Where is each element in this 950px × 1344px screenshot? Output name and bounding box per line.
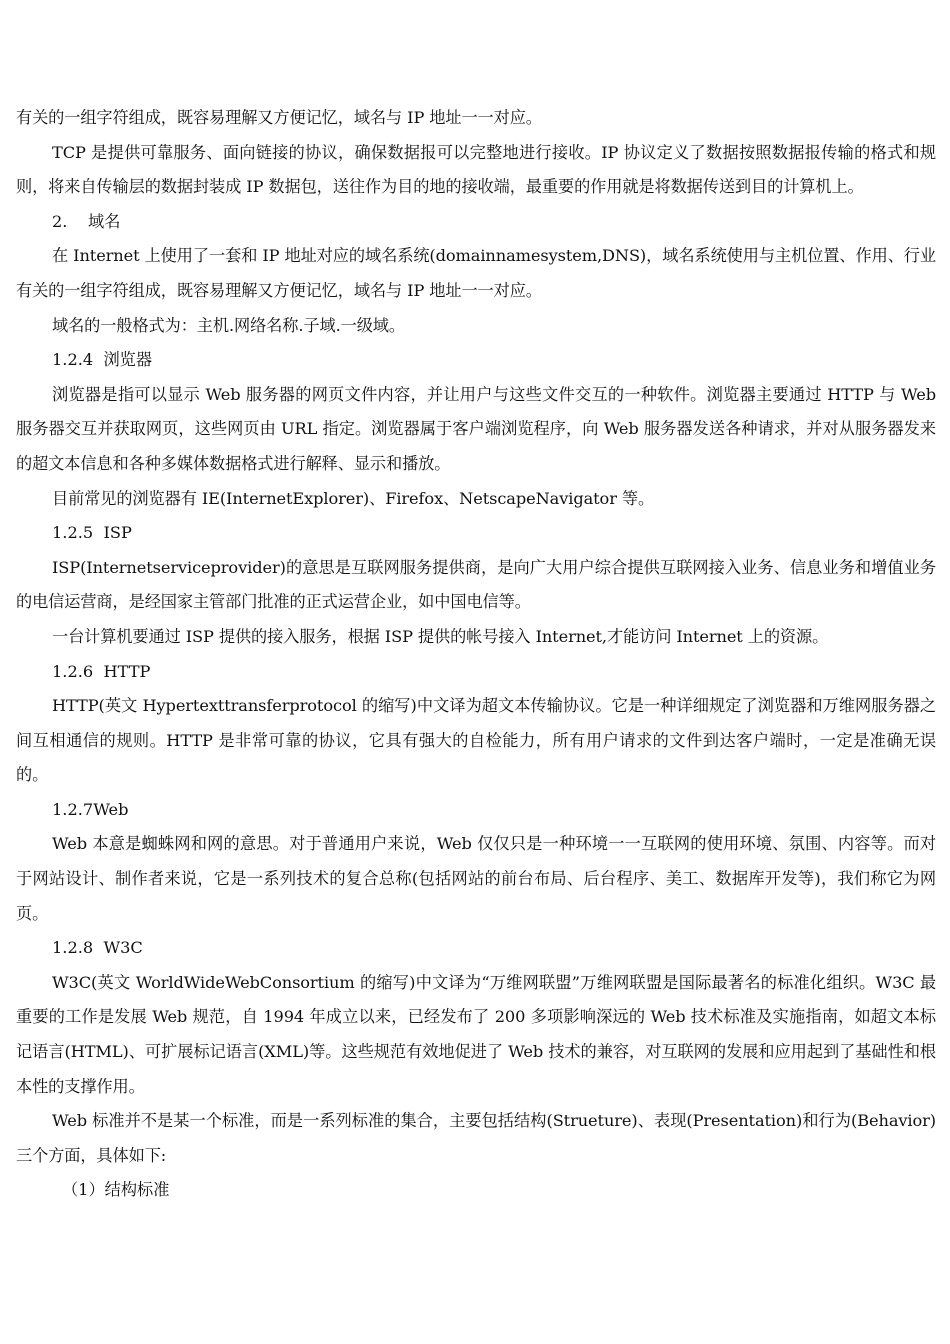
heading-http: 1.2.6 HTTP <box>52 661 151 681</box>
subheading-structure-standard: （1）结构标准 <box>62 1180 170 1200</box>
paragraph-dns: 在 Internet 上使用了一套和 IP 地址对应的域名系统(domainnamesystem,DNS)，域名系统使用与主机位置、作用、行业有关的一组字符组成，既容易理解又方便记忆，域名与 IP 地址一一对应。 <box>16 246 936 300</box>
heading-isp: 1.2.5 ISP <box>52 523 132 543</box>
paragraph-domain-format: 域名的一般格式为：主机.网络名称.子域.一级域。 <box>52 315 405 335</box>
paragraph-http: HTTP(英文 Hypertexttransferprotocol 的缩写)中文译为超文本传输协议。它是一种详细规定了浏览器和万维网服务器之间互相通信的规则。HTTP 是非常可靠的协议，它具有强大的自检能力，所有用户请求的文件到达客户端时，一定是准确无误的。 <box>16 696 936 785</box>
paragraph-browser: 浏览器是指可以显示 Web 服务器的网页文件内容，并让用户与这些文件交互的一种软件。浏览器主要通过 HTTP 与 Web 服务器交互并获取网页，这些网页由 URL 指定。浏览器属于客户端浏览程序，向 Web 服务器发送各种请求，并对从服务器发来的超文本信息和各种多媒体数据格式进行解释、显示和播放。 <box>16 384 936 473</box>
heading-browser: 1.2.4 浏览器 <box>52 350 153 370</box>
paragraph-common-browsers: 目前常见的浏览器有 IE(InternetExplorer)、Firefox、NetscapeNavigator 等。 <box>52 488 655 508</box>
paragraph-web: Web 本意是蜘蛛网和网的意思。对于普通用户来说，Web 仅仅只是一种环境一一互联网的使用环境、氛围、内容等。而对于网站设计、制作者来说，它是一系列技术的复合总称(包括网站的前台布局、后台程序、美工、数据库开发等)，我们称它为网页。 <box>16 834 936 923</box>
paragraph-domain-continuation: 有关的一组字符组成，既容易理解又方便记忆，域名与 IP 地址一一对应。 <box>16 108 542 127</box>
paragraph-tcp-ip: TCP 是提供可靠服务、面向链接的协议，确保数据报可以完整地进行接收。IP 协议定义了数据按照数据报传输的格式和规则，将来自传输层的数据封装成 IP 数据包，送往作为目的地的接收端，最重要的作用就是将数据传送到目的计算机上。 <box>16 142 936 197</box>
document-body <box>16 101 936 1208</box>
paragraph-w3c: W3C(英文 WorldWideWebConsortium 的缩写)中文译为“万维网联盟”万维网联盟是国际最著名的标准化组织。W3C 最重要的工作是发展 Web 规范，自 1994 年成立以来，已经发布了 200 多项影响深远的 Web 技术标准及实施指南，如超文本标记语言(HTML)、可扩展标记语言(XML)等。这些规范有效地促进了 Web 技术的兼容，对互联网的发展和应用起到了基础性和根本性的支撑作用。 <box>16 972 936 1096</box>
heading-w3c: 1.2.8 W3C <box>52 938 143 958</box>
heading-domain: 2. 域名 <box>52 211 121 231</box>
paragraph-web-standards: Web 标准并不是某一个标准，而是一系列标准的集合，主要包括结构(Strueture)、表现(Presentation)和行为(Behavior)三个方面，具体如下: <box>16 1111 936 1165</box>
paragraph-isp: ISP(Internetserviceprovider)的意思是互联网服务提供商，是向广大用户综合提供互联网接入业务、信息业务和增值业务的电信运营商，是经国家主管部门批准的正式运营企业，如中国电信等。 <box>16 557 936 612</box>
paragraph-isp-access: 一台计算机要通过 ISP 提供的接入服务，根据 ISP 提供的帐号接入 Internet,才能访问 Internet 上的资源。 <box>52 626 829 646</box>
heading-web: 1.2.7Web <box>52 799 129 819</box>
